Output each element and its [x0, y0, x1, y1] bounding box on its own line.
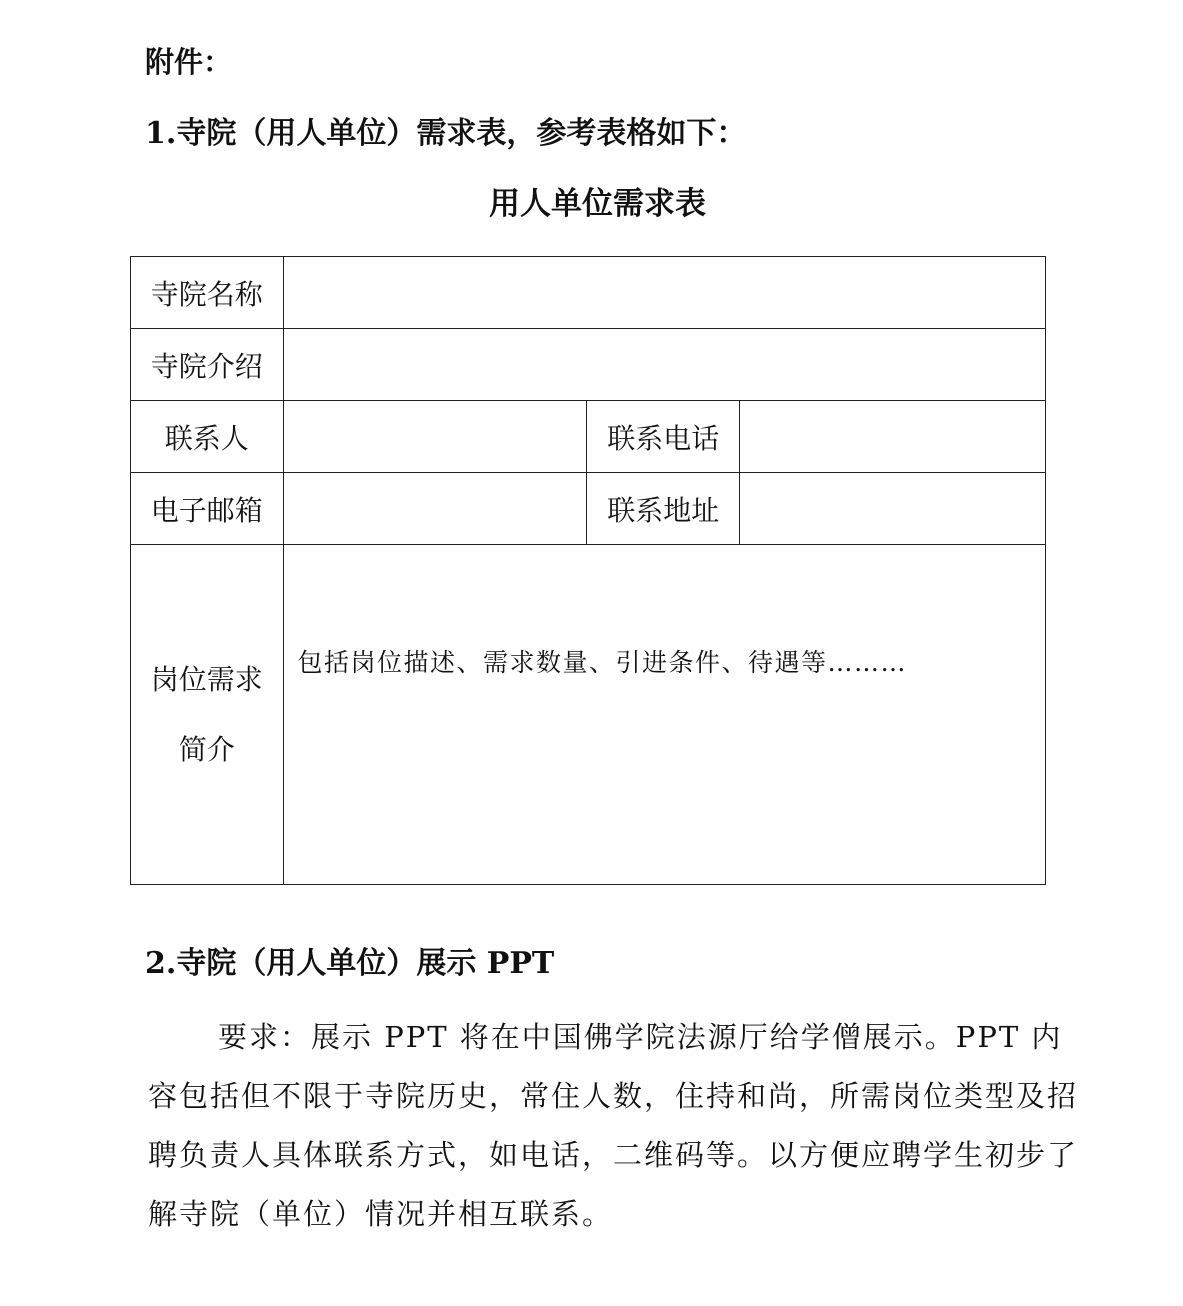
- position-requirements-hint: 包括岗位描述、需求数量、引进条件、待遇等………: [297, 647, 908, 677]
- table-row: [131, 257, 1046, 329]
- contact-address-label: 联系地址: [587, 473, 740, 545]
- contact-person-field[interactable]: [283, 401, 587, 473]
- email-label: 电子邮箱: [131, 473, 284, 545]
- temple-intro-label: 寺院介绍: [131, 329, 284, 401]
- contact-phone-field[interactable]: [740, 401, 1046, 473]
- section1-heading: 1.寺院（用人单位）需求表，参考表格如下：: [145, 116, 747, 151]
- section2-heading: 2.寺院（用人单位）展示 PPT: [145, 946, 555, 981]
- table-title: 用人单位需求表: [489, 186, 706, 222]
- email-field[interactable]: [283, 473, 587, 545]
- contact-address-field[interactable]: [740, 473, 1046, 545]
- table-row: [131, 473, 1046, 545]
- table-row: [131, 545, 1046, 885]
- position-requirements-label-line1: 岗位需求: [150, 662, 263, 696]
- temple-name-field[interactable]: [283, 257, 1045, 329]
- contact-person-label: 联系人: [131, 401, 284, 473]
- contact-phone-label: 联系电话: [587, 401, 740, 473]
- temple-intro-field[interactable]: [283, 329, 1045, 401]
- position-requirements-label-line2: 简介: [178, 732, 235, 766]
- table-row: [131, 329, 1046, 401]
- temple-name-label: 寺院名称: [131, 257, 284, 329]
- attachment-label: 附件：: [145, 45, 233, 79]
- requirements-table: [130, 256, 1046, 885]
- position-requirements-label: [131, 545, 284, 885]
- table-row: [131, 401, 1046, 473]
- section2-paragraph-text: 要求：展示 PPT 将在中国佛学院法源厅给学僧展示。PPT 内容包括但不限于寺院历史，常住人数，住持和尚，所需岗位类型及招聘负责人具体联系方式，如电话，二维码等。以方便应聘学生初步了解寺院（单位）情况并相互联系。: [148, 1020, 1079, 1231]
- section2-paragraph: [148, 1008, 1093, 1244]
- position-requirements-field[interactable]: [283, 545, 1045, 885]
